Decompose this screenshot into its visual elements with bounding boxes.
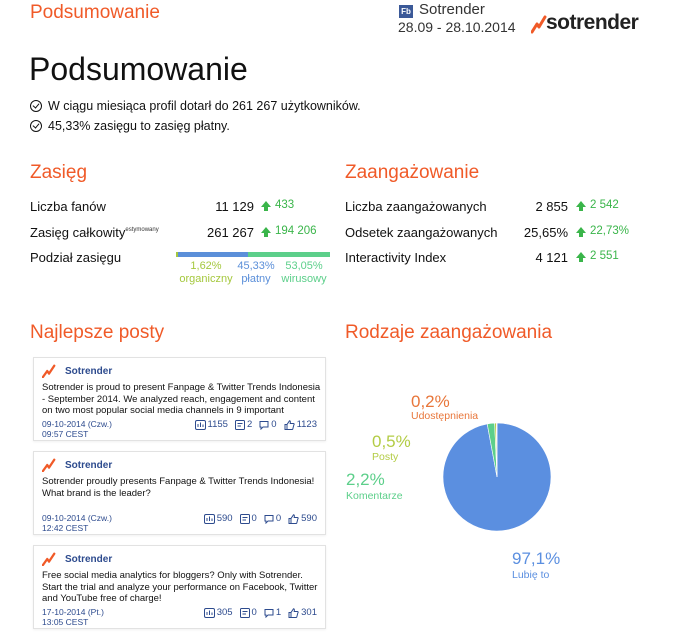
post-author[interactable]: Sotrender bbox=[65, 365, 113, 377]
arrow-up-icon bbox=[261, 201, 271, 207]
reach-section-title: Zasięg bbox=[30, 162, 88, 183]
likes-count: 1123 bbox=[296, 419, 317, 430]
share-icon bbox=[235, 420, 245, 430]
post-author[interactable]: Sotrender bbox=[65, 459, 113, 471]
engagement-types-pie bbox=[432, 412, 562, 542]
post-stats bbox=[197, 607, 317, 618]
highlight-text: 45,33% zasięgu to zasięg płatny. bbox=[48, 119, 230, 133]
estimated-note: estymowany bbox=[125, 227, 159, 233]
comment-icon bbox=[264, 514, 274, 524]
posts-slice-label: Posty bbox=[372, 451, 399, 463]
post-header bbox=[42, 552, 112, 566]
post-date: 17-10-2014 (Pt.) bbox=[42, 607, 104, 617]
page-title: Podsumowanie bbox=[29, 51, 248, 87]
total-reach-value: 261 267 bbox=[207, 225, 254, 240]
likes-stat bbox=[284, 419, 317, 430]
reach-split-label: Podział zasięgu bbox=[30, 250, 122, 265]
post-card[interactable] bbox=[33, 545, 326, 629]
check-circle-icon bbox=[30, 120, 42, 132]
post-author[interactable]: Sotrender bbox=[65, 553, 113, 565]
arrow-up-icon bbox=[576, 252, 586, 258]
organic-label: organiczny bbox=[179, 273, 233, 285]
paid-pct: 45,33% bbox=[237, 260, 275, 272]
viral-pct: 53,05% bbox=[285, 260, 323, 272]
arrow-up-icon bbox=[261, 227, 271, 233]
sotrender-logo-icon bbox=[42, 458, 56, 472]
reach-icon bbox=[204, 514, 215, 524]
comments-slice-pct: 2,2% bbox=[346, 470, 385, 489]
shares-count: 2 bbox=[246, 419, 253, 430]
likes-stat bbox=[288, 513, 317, 524]
posts-slice-pct: 0,5% bbox=[372, 432, 411, 451]
comments-count: 1 bbox=[275, 607, 282, 618]
post-header bbox=[42, 458, 112, 472]
comments-count: 0 bbox=[275, 513, 282, 524]
post-stats bbox=[188, 419, 317, 430]
reach-count: 590 bbox=[216, 513, 233, 524]
shares-stat bbox=[240, 513, 257, 524]
interactivity-delta-value: 2 551 bbox=[590, 250, 619, 262]
comments-stat bbox=[264, 513, 281, 524]
thumbs-up-icon bbox=[284, 420, 295, 430]
likes-slice-label: Lubię to bbox=[512, 569, 550, 581]
likes-count: 301 bbox=[301, 607, 317, 618]
interactivity-label: Interactivity Index bbox=[345, 250, 447, 265]
post-time: 09:57 CEST bbox=[42, 429, 89, 439]
header-section-label: Podsumowanie bbox=[30, 2, 160, 23]
sotrender-logo-icon bbox=[531, 14, 547, 34]
fans-delta bbox=[261, 199, 294, 211]
share-icon bbox=[240, 514, 250, 524]
check-circle-icon bbox=[30, 100, 42, 112]
post-card[interactable] bbox=[33, 357, 326, 441]
interactivity-delta bbox=[576, 250, 619, 262]
reach-icon bbox=[204, 608, 215, 618]
sotrender-logo-icon bbox=[42, 552, 56, 566]
engaged-count-delta bbox=[576, 199, 619, 211]
date-range: 28.09 - 28.10.2014 bbox=[398, 19, 516, 35]
arrow-up-icon bbox=[576, 201, 586, 207]
facebook-icon: Fb bbox=[399, 5, 413, 18]
fans-delta-value: 433 bbox=[275, 199, 295, 211]
reach-stat bbox=[195, 419, 228, 430]
shares-slice-pct: 0,2% bbox=[411, 392, 450, 411]
thumbs-up-icon bbox=[288, 608, 299, 618]
profile-name: Sotrender bbox=[419, 1, 485, 18]
logo-text: sotrender bbox=[546, 11, 639, 34]
shares-slice-label: Udostępnienia bbox=[411, 410, 479, 422]
fans-value: 11 129 bbox=[215, 199, 254, 214]
engaged-rate-delta bbox=[576, 225, 629, 237]
reach-stat bbox=[204, 513, 233, 524]
highlight-text: W ciągu miesiąca profil dotarł do 261 267 użytkowników. bbox=[48, 99, 361, 113]
engaged-count-delta-value: 2 542 bbox=[590, 199, 619, 211]
sotrender-logo-icon bbox=[42, 364, 56, 378]
arrow-up-icon bbox=[576, 227, 586, 233]
post-text: Sotrender proudly presents Fanpage & Twitter Trends Indonesia! What brand is the leader? bbox=[42, 476, 315, 499]
comments-slice-label: Komentarze bbox=[346, 490, 403, 502]
fans-label: Liczba fanów bbox=[30, 199, 106, 214]
highlight-item bbox=[30, 99, 361, 113]
comment-icon bbox=[264, 608, 274, 618]
total-reach-label bbox=[30, 225, 159, 240]
reach-split-segment bbox=[248, 252, 330, 257]
organic-pct: 1,62% bbox=[190, 260, 222, 272]
reach-icon bbox=[195, 420, 206, 430]
shares-count: 0 bbox=[251, 513, 257, 524]
engaged-count-value: 2 855 bbox=[535, 199, 568, 214]
total-reach-label-text: Zasięg całkowity bbox=[30, 225, 126, 240]
post-card[interactable] bbox=[33, 451, 326, 535]
comments-count: 0 bbox=[271, 419, 277, 430]
paid-label: płatny bbox=[241, 273, 271, 285]
post-date: 09-10-2014 (Czw.) bbox=[42, 419, 112, 429]
post-text: Sotrender is proud to present Fanpage & Twitter Trends Indonesia - September 2014. We analyzed reach, engagement and content on two most popular social media channels in 9 important bbox=[42, 382, 321, 416]
post-text: Free social media analytics for bloggers? Only with Sotrender. Start the trial and analyze your performance on Facebook, Twitter and YouTube free of charge! bbox=[42, 570, 318, 604]
engaged-rate-label: Odsetek zaangażowanych bbox=[345, 225, 498, 240]
post-time: 12:42 CEST bbox=[42, 523, 89, 533]
shares-stat bbox=[235, 419, 252, 430]
post-date: 09-10-2014 (Czw.) bbox=[42, 513, 112, 523]
reach-count: 1155 bbox=[207, 419, 228, 430]
likes-count: 590 bbox=[301, 513, 317, 524]
interactivity-value: 4 121 bbox=[535, 250, 568, 265]
total-reach-delta bbox=[261, 225, 317, 237]
share-icon bbox=[240, 608, 250, 618]
reach-count: 305 bbox=[216, 607, 233, 618]
engaged-rate-value: 25,65% bbox=[523, 225, 568, 240]
total-reach-delta-value: 194 206 bbox=[275, 225, 317, 237]
comment-icon bbox=[259, 420, 269, 430]
engaged-rate-delta-value: 22,73% bbox=[590, 225, 630, 237]
engagement-section-title: Zaangażowanie bbox=[345, 162, 480, 183]
highlight-item bbox=[30, 119, 230, 133]
shares-stat bbox=[240, 607, 257, 618]
post-time: 13:05 CEST bbox=[42, 617, 89, 627]
engagement-types-title: Rodzaje zaangażowania bbox=[345, 322, 553, 343]
sotrender-logo bbox=[531, 13, 649, 37]
post-stats bbox=[197, 513, 317, 524]
comments-stat bbox=[264, 607, 281, 618]
reach-stat bbox=[204, 607, 233, 618]
likes-stat bbox=[288, 607, 317, 618]
shares-count: 0 bbox=[251, 607, 257, 618]
likes-slice-pct: 97,1% bbox=[512, 549, 561, 568]
comments-stat bbox=[259, 419, 276, 430]
post-header bbox=[42, 364, 112, 378]
engaged-count-label: Liczba zaangażowanych bbox=[345, 199, 487, 214]
best-posts-title: Najlepsze posty bbox=[30, 322, 165, 343]
viral-label: wirusowy bbox=[281, 273, 327, 285]
thumbs-up-icon bbox=[288, 514, 299, 524]
reach-split-segment bbox=[178, 252, 248, 257]
